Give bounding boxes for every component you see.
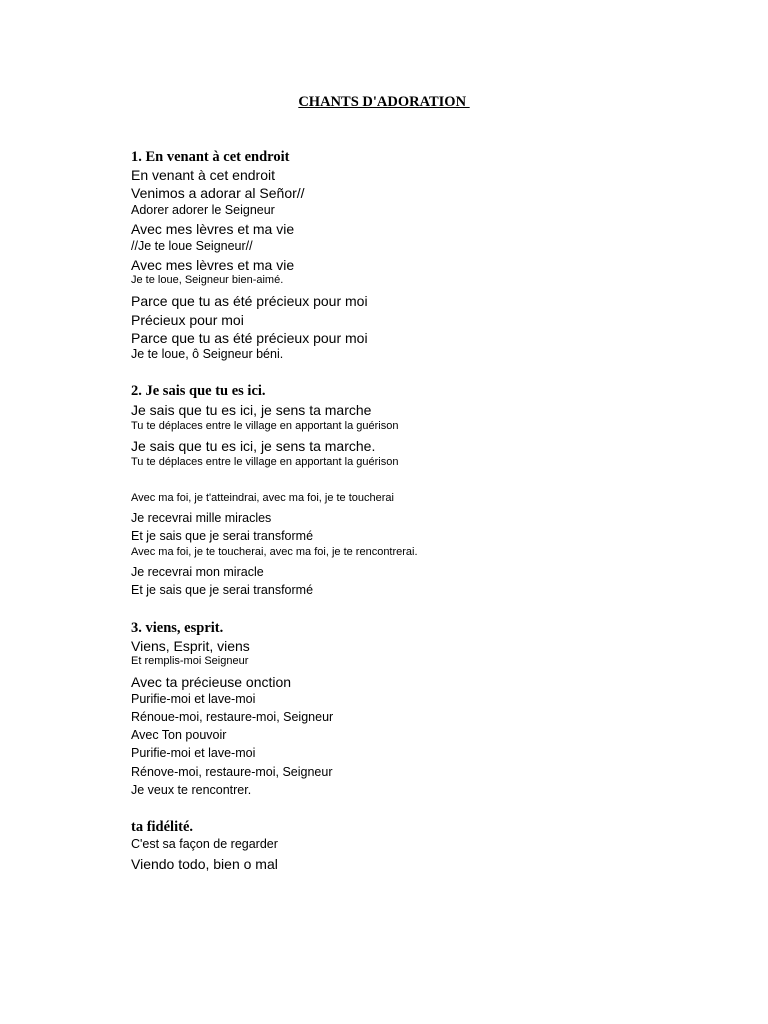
song-3-line-3: Avec ta précieuse onction (131, 674, 292, 690)
song-1-line-3: Adorer adorer le Seigneur (131, 203, 275, 217)
song-3-line-2: Et remplis-moi Seigneur (131, 655, 249, 667)
song-1-heading: 1. En venant à cet endroit (131, 149, 290, 165)
song-1-line-5: //Je te loue Seigneur// (131, 239, 253, 253)
song-1-line-11: Je te loue, ô Seigneur béni. (131, 347, 284, 361)
song-2-line-5: Avec ma foi, je t'atteindrai, avec ma foi, je te toucherai (131, 492, 394, 504)
song-1-line-1: En venant à cet endroit (131, 167, 275, 183)
song-3-heading: 3. viens, esprit. (131, 620, 224, 636)
song-2-line-3: Je sais que tu es ici, je sens ta marche. (131, 438, 376, 454)
song-2-line-10: Et je sais que je serai transformé (131, 583, 314, 597)
song-2-line-8: Avec ma foi, je te toucherai, avec ma foi, je te rencontrerai. (131, 546, 418, 558)
song-2-line-2: Tu te déplaces entre le village en apportant la guérison (131, 420, 399, 432)
song-3-line-5: Rénoue-moi, restaure-moi, Seigneur (131, 710, 334, 724)
song-2-heading: 2. Je sais que tu es ici. (131, 383, 266, 399)
song-4-line-1: C'est sa façon de regarder (131, 837, 278, 851)
song-3-line-7: Purifie-moi et lave-moi (131, 746, 256, 760)
song-2-line-6: Je recevrai mille miracles (131, 511, 272, 525)
document-title: CHANTS D'ADORATION (298, 94, 470, 110)
song-3-line-4: Purifie-moi et lave-moi (131, 692, 256, 706)
song-1-line-8: Parce que tu as été précieux pour moi (131, 293, 368, 309)
song-3-line-9: Je veux te rencontrer. (131, 783, 252, 797)
song-1-line-6: Avec mes lèvres et ma vie (131, 257, 295, 273)
song-4-heading: ta fidélité. (131, 819, 194, 835)
song-2-line-7: Et je sais que je serai transformé (131, 529, 314, 543)
song-3-line-1: Viens, Esprit, viens (131, 638, 250, 654)
song-1-line-10: Parce que tu as été précieux pour moi (131, 330, 368, 346)
song-4-line-2: Viendo todo, bien o mal (131, 856, 278, 872)
song-1-line-4: Avec mes lèvres et ma vie (131, 221, 295, 237)
song-1-line-7: Je te loue, Seigneur bien-aimé. (131, 274, 284, 286)
song-1-line-9: Précieux pour moi (131, 312, 244, 328)
song-3-line-8: Rénove-moi, restaure-moi, Seigneur (131, 765, 333, 779)
song-2-line-4: Tu te déplaces entre le village en apportant la guérison (131, 456, 399, 468)
song-2-line-9: Je recevrai mon miracle (131, 565, 264, 579)
song-1-line-2: Venimos a adorar al Señor// (131, 185, 305, 201)
song-2-line-1: Je sais que tu es ici, je sens ta marche (131, 402, 372, 418)
song-3-line-6: Avec Ton pouvoir (131, 728, 227, 742)
